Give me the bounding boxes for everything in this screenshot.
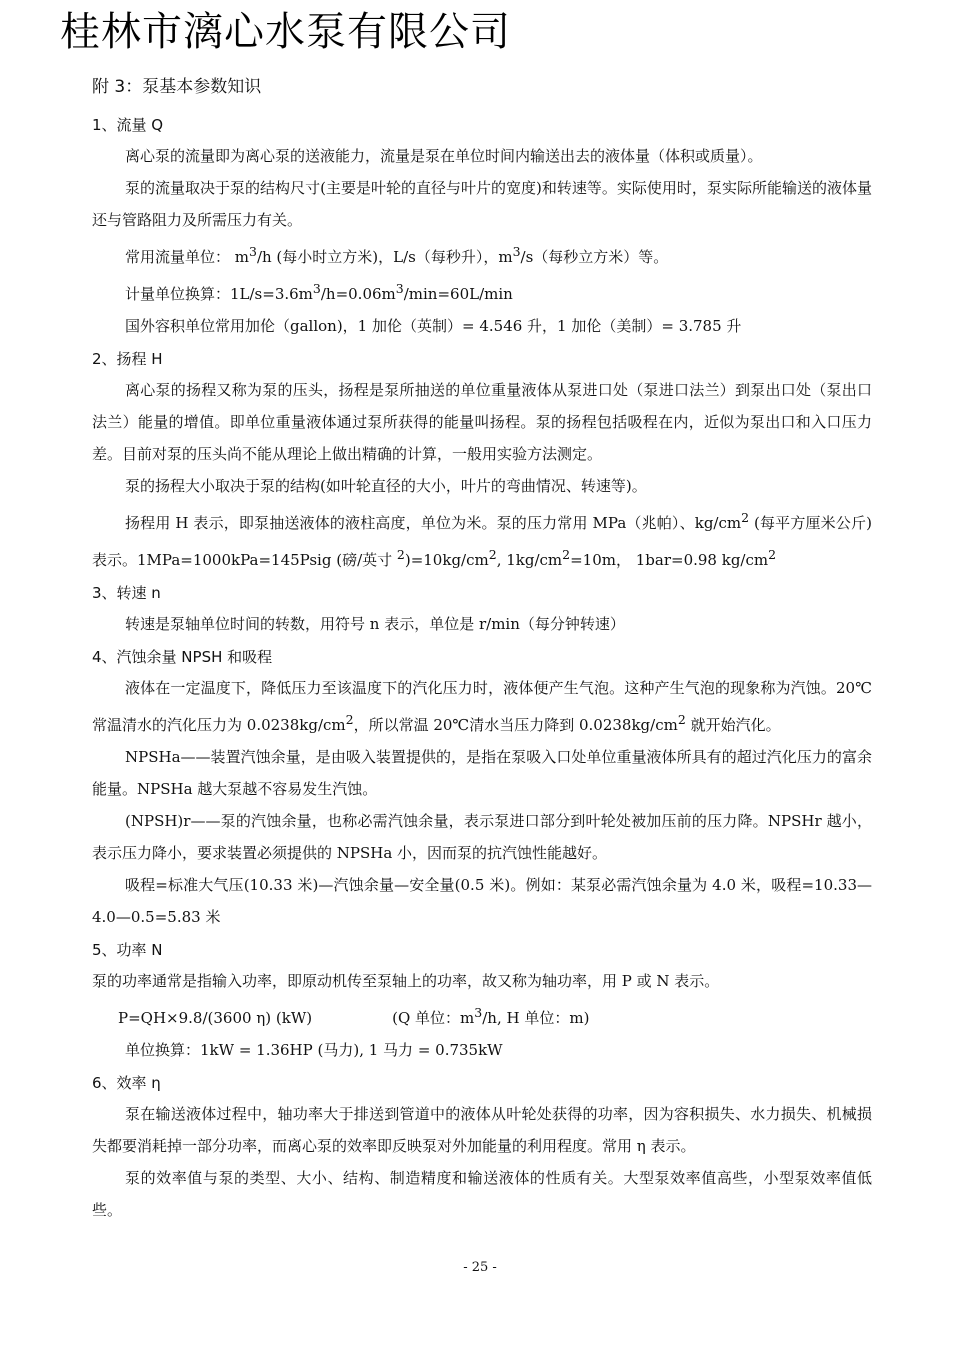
paragraph: 泵的流量取决于泵的结构尺寸(主要是叶轮的直径与叶片的宽度)和转速等。实际使用时，泵实际所能输送的液体量还与管路阻力及所需压力有关。 — [92, 179, 872, 229]
paragraph: 泵的效率值与泵的类型、大小、结构、制造精度和输送液体的性质有关。大型泵效率值高些，小型泵效率值低些。 — [92, 1169, 872, 1219]
paragraph: 吸程=标准大气压(10.33 米)—汽蚀余量—安全量(0.5 米)。例如：某泵必需汽蚀余量为 4.0 米，吸程=10.33—4.0—0.5=5.83 米 — [92, 876, 872, 926]
paragraph: 离心泵的流量即为离心泵的送液能力，流量是泵在单位时间内输送出去的液体量（体积或质量）。 — [125, 147, 763, 165]
company-name: 桂林市漓心水泵有限公司 — [60, 9, 511, 55]
paragraph: 泵的功率通常是指输入功率，即原动机传至泵轴上的功率，故又称为轴功率，用 P 或 N 表示。 — [92, 972, 720, 990]
section-heading-power: 5、功率 N — [92, 941, 163, 959]
section-heading-npsh: 4、汽蚀余量 NPSH 和吸程 — [92, 648, 273, 666]
paragraph: 泵的扬程大小取决于泵的结构(如叶轮直径的大小，叶片的弯曲情况、转速等)。 — [125, 477, 647, 495]
unit-conversion: 计量单位换算：$1L/s=3.6m^3/h=0.06m^3/\min=60L/\min$ — [125, 281, 513, 303]
section-heading-head: 2、扬程 H — [92, 350, 163, 368]
formula-units: (Q 单位：$m^3/h$, H 单位：m) — [392, 1005, 590, 1027]
power-conversion: 单位换算：1kW = 1.36HP (马力), 1 马力 = 0.735kW — [125, 1041, 503, 1059]
page-number: - 25 - — [463, 1260, 497, 1275]
document-body — [92, 72, 872, 1226]
paragraph: 泵在输送液体过程中，轴功率大于排送到管道中的液体从叶轮处获得的功率，因为容积损失、水力损失、机械损失都要消耗掉一部分功率，而离心泵的效率即反映泵对外加能量的利用程度。常用 η 表示。 — [92, 1105, 872, 1155]
pressure-units: 扬程用 H 表示，即泵抽送液体的液柱高度，单位为米。泵的压力常用 MPa（兆帕）、$kg/cm^2$ (每平方厘米公斤)表示。1MPa=1000kPa=145Psig (磅/英寸 $^2)=10kg/cm^2$, $1kg/cm^2=10m$， 1bar=0.98 $kg/cm^2$ — [92, 510, 872, 569]
paragraph: 转速是泵轴单位时间的转数，用符号 n 表示，单位是 r/min（每分钟转速） — [125, 615, 625, 633]
appendix-title: 附 3：泵基本参数知识 — [92, 77, 262, 97]
section-heading-flow: 1、流量 Q — [92, 116, 164, 134]
section-heading-efficiency: 6、效率 η — [92, 1074, 161, 1092]
paragraph: (NPSH)r——泵的汽蚀余量，也称必需汽蚀余量，表示泵进口部分到叶轮处被加压前的压力降。NPSHr 越小，表示压力降小，要求装置必须提供的 NPSHa 小，因而泵的抗汽蚀性能越好。 — [92, 812, 872, 862]
power-formula: P=QH×9.8/(3600 η) (kW) (Q 单位：$m^3/h$, H 单位：m) — [118, 997, 872, 1034]
paragraph: 离心泵的扬程又称为泵的压头，扬程是泵所抽送的单位重量液体从泵进口处（泵进口法兰）到泵出口处（泵出口法兰）能量的增值。即单位重量液体通过泵所获得的能量叫扬程。泵的扬程包括吸程在内，近似为泵出口和入口压力差。目前对泵的压头尚不能从理论上做出精确的计算，一般用实验方法测定。 — [92, 381, 872, 463]
paragraph: NPSHa——装置汽蚀余量，是由吸入装置提供的，是指在泵吸入口处单位重量液体所具有的超过汽化压力的富余能量。NPSHa 越大泵越不容易发生汽蚀。 — [92, 748, 872, 798]
section-heading-speed: 3、转速 n — [92, 584, 161, 602]
gallon-conversion: 国外容积单位常用加伦（gallon)，1 加伦（英制）= 4.546 升，1 加伦（美制）= 3.785 升 — [125, 317, 742, 335]
paragraph: 液体在一定温度下，降低压力至该温度下的汽化压力时，液体便产生气泡。这种产生气泡的现象称为汽蚀。20℃常温清水的汽化压力为 $0.0238kg/cm^2$，所以常温 20℃清水当压力降到 $0.0238kg/cm^2$ 就开始汽化。 — [92, 679, 872, 734]
flow-units: 常用流量单位： $m^3/h$ (每小时立方米)，L/s（每秒升），$m^3/s$（每秒立方米）等。 — [125, 244, 669, 266]
